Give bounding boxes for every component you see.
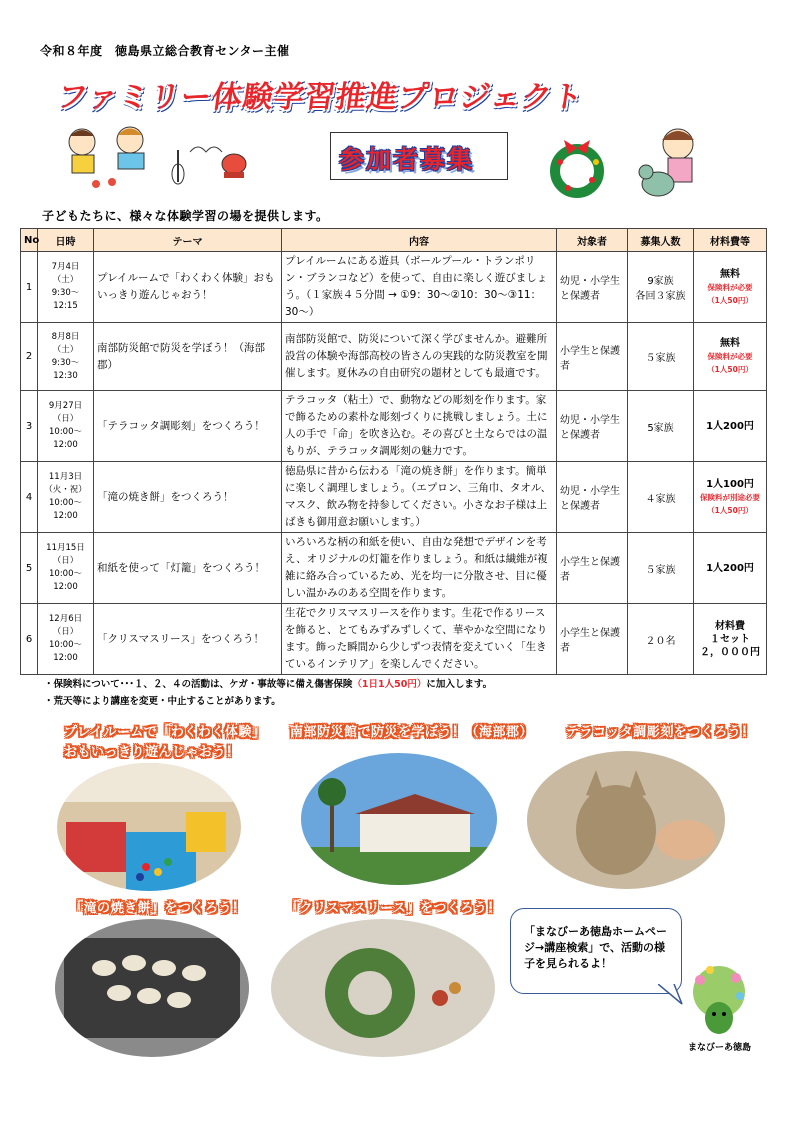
row-capacity: ２０名 xyxy=(628,604,694,675)
table-row xyxy=(21,462,767,533)
row-no: 4 xyxy=(21,462,38,533)
mascot-tree-icon xyxy=(680,962,758,1038)
row-theme: 「テラコッタ調彫刻」をつくろう！ xyxy=(94,391,282,462)
table-row xyxy=(21,252,767,323)
terracotta-photo xyxy=(526,750,726,890)
row-target: 幼児・小学生と保護者 xyxy=(557,391,628,462)
row-theme: プレイルームで「わくわく体験」おもいっきり遊んじゃおう！ xyxy=(94,252,282,323)
organizer-line: 令和８年度 徳島県立総合教育センター主催 xyxy=(40,44,290,58)
girl-clay-illustration xyxy=(634,122,716,208)
row-target: 小学生と保護者 xyxy=(557,604,628,675)
row-target: 小学生と保護者 xyxy=(557,323,628,391)
row-capacity: ５家族 xyxy=(628,323,694,391)
row-no: 6 xyxy=(21,604,38,675)
table-row xyxy=(21,604,767,675)
mascot-label: まなびーあ徳島 xyxy=(688,1043,752,1053)
table-row xyxy=(21,391,767,462)
row-no: 1 xyxy=(21,252,38,323)
row-theme: 「クリスマスリース」をつくろう！ xyxy=(94,604,282,675)
row-target: 幼児・小学生と保護者 xyxy=(557,252,628,323)
playroom-photo xyxy=(56,762,242,892)
row-date: 8月8日 （土） 9:30～ 12:30 xyxy=(38,323,94,391)
header-theme: テーマ xyxy=(94,229,282,252)
row-date: 11月15日 （日） 10:00～ 12:00 xyxy=(38,533,94,604)
row-no: 3 xyxy=(21,391,38,462)
row-no: 5 xyxy=(21,533,38,604)
row-content: テラコッタ（粘土）で、動物などの彫刻を作ります。家で飾るための素朴な彫刻づくりに挑戦しましょう。土に人の手で「命」を吹き込む。その喜びと土ならではの温もりが、テラコッタ調彫刻の魅力です。 xyxy=(282,391,557,462)
bubble-text: 「まなびーあ徳島ホームページ→講座検索」で、活動の様子を見られるよ！ xyxy=(524,925,667,970)
wreath-photo xyxy=(270,918,496,1058)
caption-playroom-2: おもいっきり遊んじゃおう！ xyxy=(64,745,240,760)
row-content: プレイルームにある遊具（ボールプール・トランポリン・ブランコなど）を使って、自由に楽しく遊びましょう。（１家族４５分間 → ①9：30～②10：30～③11：30～） xyxy=(282,252,557,323)
caption-wreath: 「クリスマスリース」をつくろう！ xyxy=(286,901,501,916)
header-no: No xyxy=(21,229,38,252)
yakimochi-photo xyxy=(54,918,250,1058)
row-content: いろいろな柄の和紙を使い、自由な発想でデザインを考え、オリジナルの灯籠を作りましょう。和紙は繊維が複雑に絡み合っているため、光を均一に分散させ、目に優しい温かみのある空間を作ります。 xyxy=(282,533,557,604)
header-target: 対象者 xyxy=(557,229,628,252)
row-fee: 1人100円 保険料が別途必要 （1人50円） xyxy=(694,462,767,533)
kids-cooking-illustration xyxy=(60,122,250,194)
table-header-row xyxy=(21,229,767,252)
row-theme: 和紙を使って「灯籠」をつくろう！ xyxy=(94,533,282,604)
row-capacity: 5家族 xyxy=(628,391,694,462)
row-target: 幼児・小学生と保護者 xyxy=(557,462,628,533)
caption-disaster: 南部防災館で防災を学ぼう！（海部郡） xyxy=(290,725,534,740)
row-fee: 無料 保険料が必要 （1人50円） xyxy=(694,252,767,323)
row-capacity: ５家族 xyxy=(628,533,694,604)
row-capacity: 9家族 各回３家族 xyxy=(628,252,694,323)
row-date: 12月6日 （日） 10:00～ 12:00 xyxy=(38,604,94,675)
row-fee: 1人200円 xyxy=(694,533,767,604)
row-content: 南部防災館で、防災について深く学びませんか。避難所設営の体験や海部高校の皆さんの実践的な防災教室を開催します。夏休みの自由研究の題材としても最適です。 xyxy=(282,323,557,391)
intro-text: 子どもたちに、様々な体験学習の場を提供します。 xyxy=(42,209,329,223)
row-target: 小学生と保護者 xyxy=(557,533,628,604)
row-content: 徳島県に昔から伝わる「滝の焼き餅」を作ります。簡単に楽しく調理しましょう。（エプロン、三角巾、タオル、マスク、飲み物を持参してください。小さなお子様は上ばきも御用意お願いします。） xyxy=(282,462,557,533)
row-theme: 「滝の焼き餅」をつくろう！ xyxy=(94,462,282,533)
weather-note: ・荒天等により講座を変更・中止することがあります。 xyxy=(44,696,281,707)
row-content: 生花でクリスマスリースを作ります。生花で作るリースを飾ると、とてもみずみずしくて、華やかな空間になります。飾った瞬間から少しずつ表情を変えていく「生きているインテリア」を楽しんでください。 xyxy=(282,604,557,675)
row-date: 11月3日 （火・祝） 10:00～ 12:00 xyxy=(38,462,94,533)
header-fee: 材料費等 xyxy=(694,229,767,252)
insurance-note: ・保険料について･･･１、２、４の活動は、ケガ・事故等に備え傷害保険（1日1人50円）に加入します。 xyxy=(44,679,493,690)
row-theme: 南部防災館で防災を学ぼう！（海部郡） xyxy=(94,323,282,391)
table-row xyxy=(21,323,767,391)
caption-yakimochi: 「滝の焼き餅」をつくろう！ xyxy=(70,901,246,916)
header-content: 内容 xyxy=(282,229,557,252)
recruit-heading: 参加者募集 xyxy=(339,145,475,174)
row-fee: 1人200円 xyxy=(694,391,767,462)
header-capacity: 募集人数 xyxy=(628,229,694,252)
caption-playroom-1: プレイルームで「わくわく体験」 xyxy=(64,725,266,740)
header-date: 日時 xyxy=(38,229,94,252)
row-no: 2 xyxy=(21,323,38,391)
row-date: 7月4日 （土） 9:30～ 12:15 xyxy=(38,252,94,323)
row-fee: 材料費 １セット ２，０００円 xyxy=(694,604,767,675)
row-date: 9月27日 （日） 10:00～ 12:00 xyxy=(38,391,94,462)
disaster-center-photo xyxy=(300,752,498,886)
row-fee: 無料 保険料が必要 （1人50円） xyxy=(694,323,767,391)
page-title: ファミリー体験学習推進プロジェクト xyxy=(55,80,586,115)
table-row xyxy=(21,533,767,604)
caption-terracotta: テラコッタ調彫刻をつくろう！ xyxy=(566,725,755,740)
christmas-wreath-illustration xyxy=(546,140,608,198)
row-capacity: ４家族 xyxy=(628,462,694,533)
events-table xyxy=(20,228,767,675)
